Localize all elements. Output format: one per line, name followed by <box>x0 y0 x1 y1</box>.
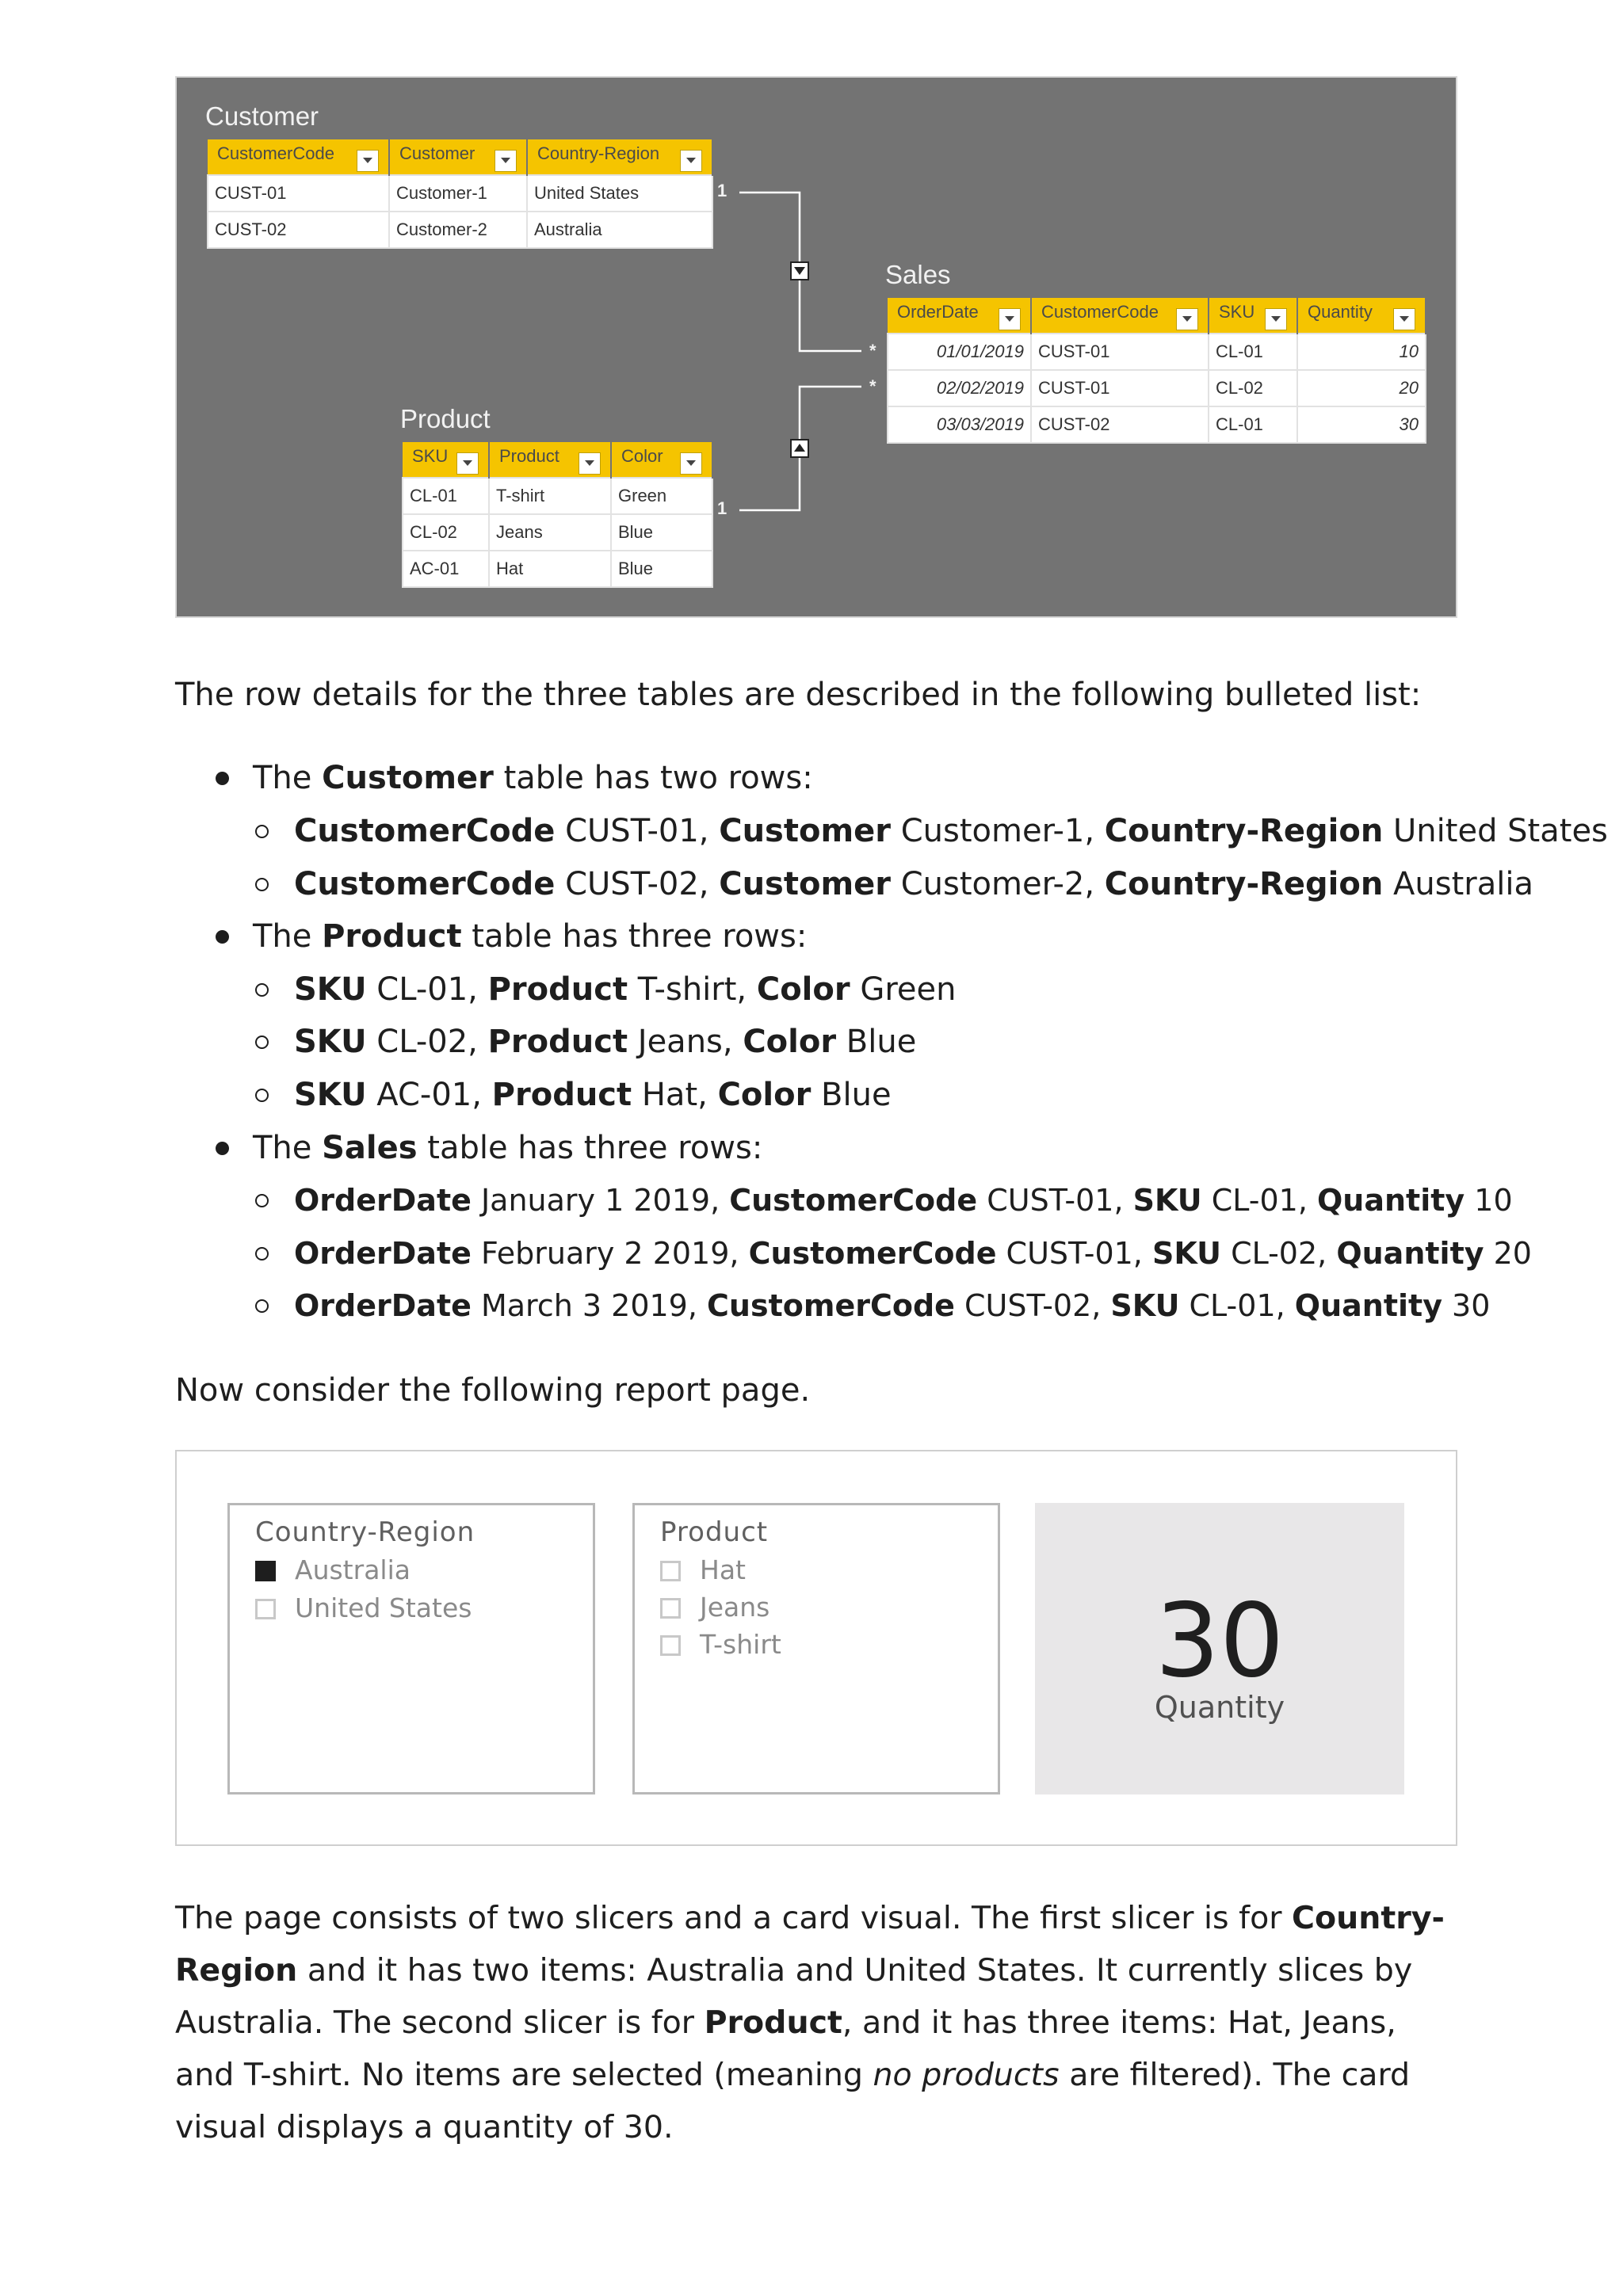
list-item: The Sales table has three rows: <box>253 1130 763 1166</box>
product-table <box>402 442 713 588</box>
list-item: SKU AC-01, Product Hat, Color Blue <box>294 1077 892 1113</box>
card-value: 30 <box>1155 1582 1285 1700</box>
list-item: The Customer table has two rows: <box>253 760 813 796</box>
sales-table-title: Sales <box>885 260 951 289</box>
column-header[interactable]: SKU <box>1209 298 1297 334</box>
column-header[interactable]: Product <box>489 442 611 478</box>
model-diagram <box>175 76 1457 618</box>
sales-table <box>887 298 1426 444</box>
customer-table <box>207 139 713 249</box>
dropdown-icon[interactable] <box>680 150 702 172</box>
list-item: OrderDate January 1 2019, CustomerCode CUST-01, SKU CL-01, Quantity 10 <box>294 1183 1513 1218</box>
column-header[interactable]: OrderDate <box>888 298 1031 334</box>
checkbox-icon[interactable] <box>660 1561 681 1581</box>
dropdown-icon[interactable] <box>495 150 517 172</box>
bullet-disc <box>216 772 229 785</box>
column-header[interactable]: SKU <box>403 442 489 478</box>
intro-paragraph: The row details for the three tables are described in the following bulleted list: <box>175 677 1422 713</box>
dropdown-icon[interactable] <box>456 452 479 475</box>
table-row: CL-01 T-shirt Green <box>403 478 712 514</box>
report-page <box>175 1450 1457 1846</box>
dropdown-icon[interactable] <box>1176 308 1198 330</box>
many-cardinality-label: * <box>869 376 876 396</box>
table-row: CUST-02 Customer-2 Australia <box>208 212 712 248</box>
table-row: 03/03/2019 CUST-02 CL-01 30 <box>888 406 1426 443</box>
table-row: AC-01 Hat Blue <box>403 551 712 587</box>
list-item: CustomerCode CUST-01, Customer Customer-1, Country-Region United States <box>294 813 1608 849</box>
slicer-item-t-shirt[interactable]: T-shirt <box>660 1629 781 1660</box>
column-header[interactable]: CustomerCode <box>208 139 389 175</box>
checkbox-icon[interactable] <box>660 1598 681 1619</box>
dropdown-icon[interactable] <box>1265 308 1287 330</box>
checkbox-icon[interactable] <box>660 1635 681 1656</box>
slicer-title: Country-Region <box>255 1516 475 1548</box>
slicer-item-hat[interactable]: Hat <box>660 1554 746 1585</box>
one-cardinality-label: 1 <box>717 498 727 518</box>
list-item: OrderDate February 2 2019, CustomerCode CUST-01, SKU CL-02, Quantity 20 <box>294 1236 1532 1271</box>
column-header[interactable]: Country-Region <box>527 139 712 175</box>
bullet-circle <box>255 1035 269 1049</box>
bullet-circle <box>255 825 269 838</box>
dropdown-icon[interactable] <box>357 150 379 172</box>
product-slicer <box>632 1503 1000 1794</box>
bullet-circle <box>255 1194 269 1207</box>
list-item: SKU CL-01, Product T-shirt, Color Green <box>294 971 957 1008</box>
quantity-card[interactable] <box>1035 1503 1404 1794</box>
bullet-circle <box>255 1247 269 1261</box>
list-item: SKU CL-02, Product Jeans, Color Blue <box>294 1024 917 1060</box>
dropdown-icon[interactable] <box>999 308 1021 330</box>
dropdown-icon[interactable] <box>680 452 702 475</box>
slicer-item-united-states[interactable]: United States <box>255 1592 472 1623</box>
list-item: CustomerCode CUST-02, Customer Customer-2, Country-Region Australia <box>294 866 1533 902</box>
dropdown-icon[interactable] <box>1393 308 1415 330</box>
bullet-circle <box>255 1299 269 1313</box>
column-header[interactable]: Quantity <box>1297 298 1426 334</box>
table-row: CL-02 Jeans Blue <box>403 514 712 551</box>
bullet-circle <box>255 1089 269 1102</box>
column-header[interactable]: Color <box>611 442 712 478</box>
description-paragraph: The page consists of two slicers and a card visual. The first slicer is for Country-Region and it has two items: Australia and United States. It currently slices by Australia. The second slicer is for Product, and it has three items: Hat, Jeans, and T-shirt. No items are selected (meaning no products are filtered). The card visual displays a quantity of 30. <box>175 1900 1445 2145</box>
bullet-disc <box>216 930 229 944</box>
filter-direction-up-icon <box>790 439 809 458</box>
card-label: Quantity <box>1154 1690 1285 1725</box>
country-region-slicer <box>227 1503 595 1794</box>
checkbox-checked-icon[interactable] <box>255 1561 276 1581</box>
table-row: CUST-01 Customer-1 United States <box>208 175 712 212</box>
one-cardinality-label: 1 <box>717 181 727 200</box>
table-row: 02/02/2019 CUST-01 CL-02 20 <box>888 370 1426 406</box>
checkbox-icon[interactable] <box>255 1599 276 1619</box>
table-row: 01/01/2019 CUST-01 CL-01 10 <box>888 334 1426 370</box>
column-header[interactable]: CustomerCode <box>1031 298 1209 334</box>
filter-direction-down-icon <box>790 261 809 280</box>
dropdown-icon[interactable] <box>579 452 601 475</box>
many-cardinality-label: * <box>869 341 876 360</box>
list-item: The Product table has three rows: <box>253 918 808 955</box>
bullet-disc <box>216 1142 229 1155</box>
consider-paragraph: Now consider the following report page. <box>175 1372 811 1409</box>
slicer-item-jeans[interactable]: Jeans <box>660 1592 769 1623</box>
list-item: OrderDate March 3 2019, CustomerCode CUST-02, SKU CL-01, Quantity 30 <box>294 1288 1491 1323</box>
slicer-item-australia[interactable]: Australia <box>255 1554 411 1585</box>
column-header[interactable]: Customer <box>389 139 527 175</box>
slicer-title: Product <box>660 1516 769 1548</box>
bullet-circle <box>255 878 269 891</box>
product-table-title: Product <box>400 404 491 433</box>
bullet-circle <box>255 983 269 997</box>
customer-table-title: Customer <box>205 101 319 131</box>
